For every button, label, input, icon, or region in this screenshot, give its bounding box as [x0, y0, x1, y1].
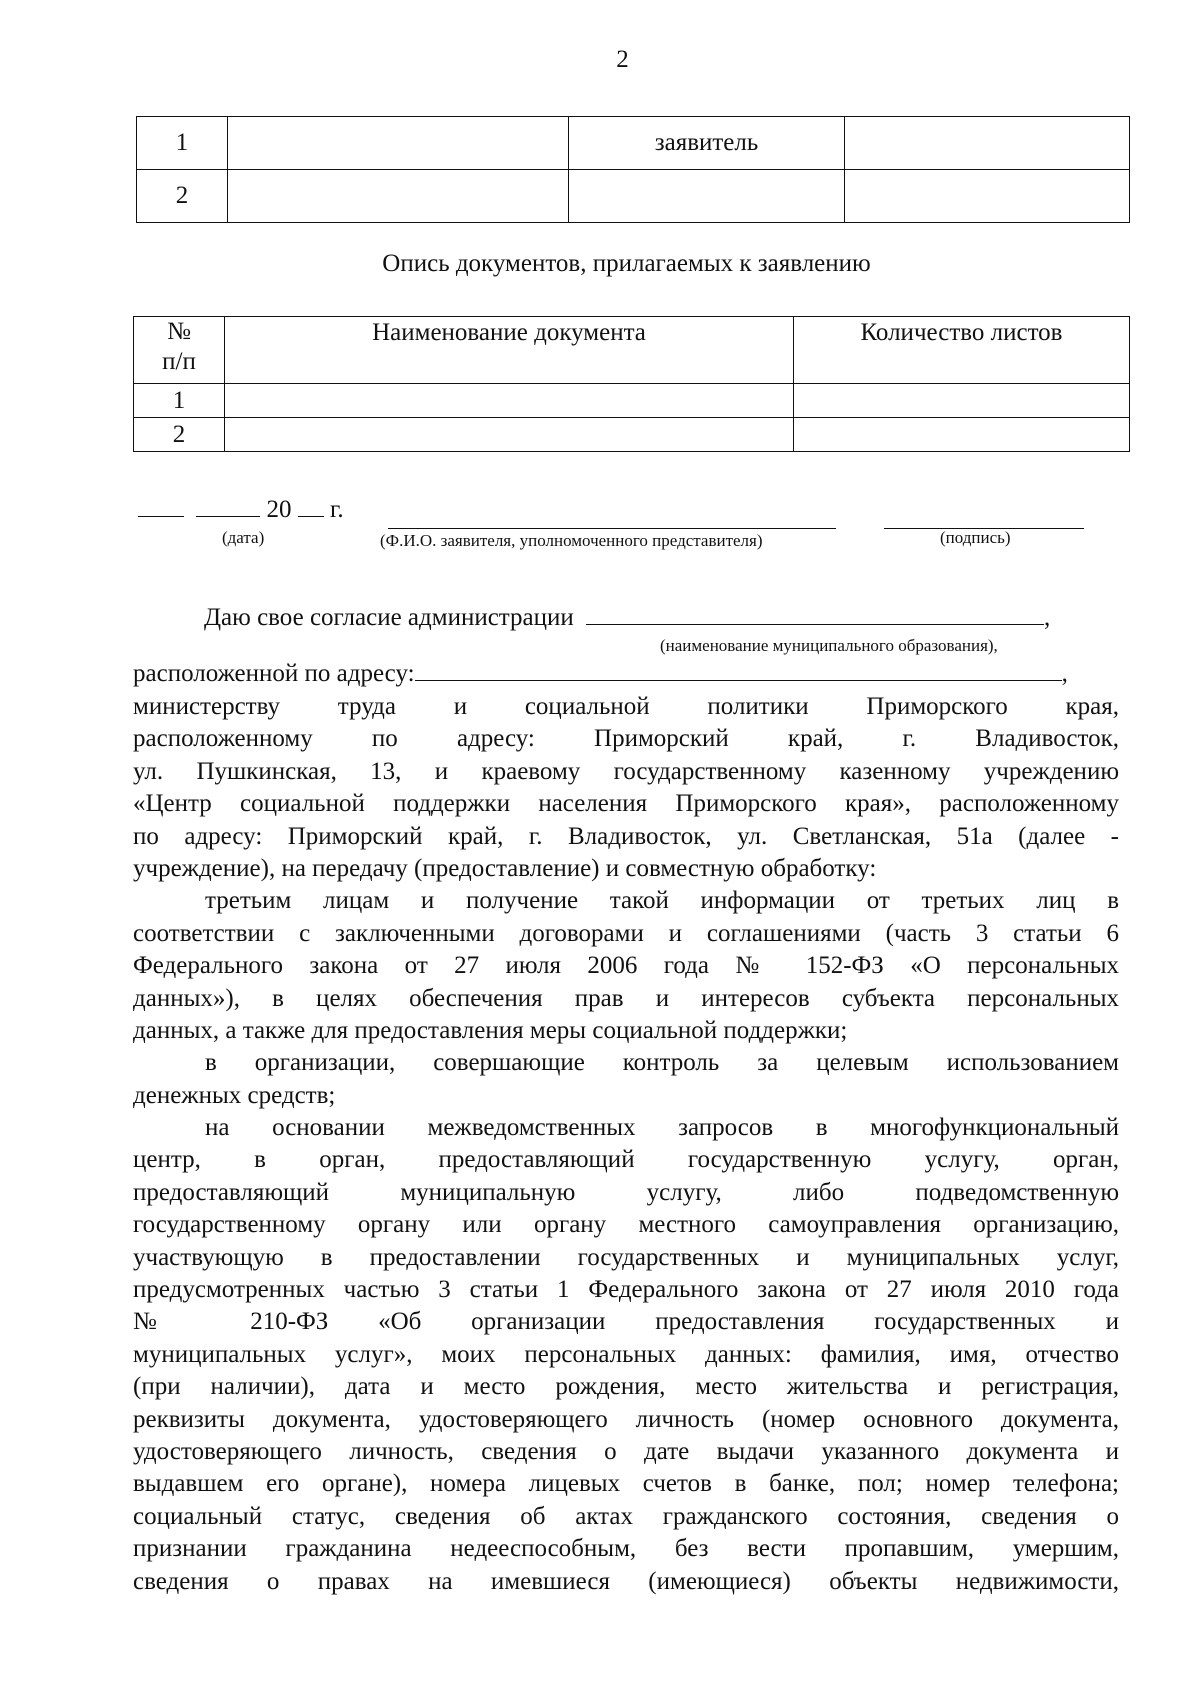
comma: , — [1044, 604, 1051, 631]
body-text-line: министерству труда и социальной политики Приморского края, — [133, 693, 1119, 720]
body-text-line: предоставляющий муниципальную услугу, либо подведомственную — [133, 1178, 1119, 1206]
body-text-line: расположенному по адресу: Приморский край, г. Владивосток, — [133, 725, 1119, 753]
body-text-line: муниципальных услуг», моих персональных данных: фамилия, имя, отчество — [133, 1340, 1119, 1368]
body-text-line: третьим лицам и получение такой информации от третьих лиц в — [205, 887, 1119, 915]
header-num-line1: № — [167, 318, 191, 345]
body-text-line: выдавшем его органе), номера лицевых счетов в банке, пол; номер телефона; — [133, 1470, 1119, 1498]
body-text-line: учреждение), на передачу (предоставление) и совместную обработку: — [133, 854, 877, 882]
table-cell[interactable] — [845, 170, 1130, 223]
signature-caption: (подпись) — [940, 528, 1011, 547]
table-row — [134, 418, 1130, 452]
body-text-line: «Центр социальной поддержки населения Приморского края», расположенному — [133, 790, 1119, 818]
body-text-line: удостоверяющего личность, сведения о дате выдачи указанного документа и — [133, 1437, 1119, 1465]
consent-line-1 — [204, 602, 1050, 634]
year-prefix: 20 — [266, 496, 292, 523]
body-text-line: денежных средств; — [133, 1081, 336, 1109]
table-cell[interactable] — [228, 170, 569, 223]
consent-body — [133, 691, 1119, 1598]
table-cell-role: заявитель — [569, 117, 845, 170]
signature-line — [138, 494, 344, 524]
table-cell-num: 1 — [134, 384, 225, 418]
table-cell[interactable] — [794, 418, 1130, 452]
body-text-line: в организации, совершающие контроль за целевым использованием — [205, 1049, 1119, 1077]
header-num — [134, 317, 225, 384]
municipality-caption: (наименование муниципального образования), — [660, 636, 998, 655]
body-text-line: Федерального закона от 27 июля 2006 года № 152-ФЗ «О персональных — [133, 952, 1119, 980]
body-text-line: государственному органу или органу местного самоуправления организацию, — [133, 1211, 1119, 1239]
body-text-line: признании гражданина недееспособным, без вести пропавшим, умершим, — [133, 1535, 1119, 1563]
table-row — [137, 117, 1130, 170]
body-text-line: соответствии с заключенными договорами и соглашениями (часть 3 статьи 6 — [133, 919, 1119, 947]
body-text-line: (при наличии), дата и место рождения, место жительства и регистрация, — [133, 1373, 1119, 1401]
address-prefix: расположенной по адресу: — [133, 660, 415, 687]
body-text-line: данных»), в целях обеспечения прав и интересов субъекта персональных — [133, 984, 1119, 1012]
table-cell[interactable] — [794, 384, 1130, 418]
fio-blank[interactable] — [388, 506, 836, 529]
table-cell-role — [569, 170, 845, 223]
table-cell[interactable] — [228, 117, 569, 170]
body-text-line: данных, а также для предоставления меры социальной поддержки; — [133, 1016, 848, 1044]
date-caption: (дата) — [222, 528, 265, 547]
table-header-row — [134, 317, 1130, 384]
table-cell-num: 1 — [137, 117, 228, 170]
body-text-line: реквизиты документа, удостоверяющего личность (номер основного документа, — [133, 1405, 1119, 1433]
table-cell[interactable] — [845, 117, 1130, 170]
body-text-line: участвующую в предоставлении государственных и муниципальных услуг, — [133, 1243, 1119, 1271]
year-blank[interactable] — [298, 494, 324, 517]
month-blank[interactable] — [196, 494, 260, 517]
table-cell[interactable] — [225, 384, 794, 418]
fio-caption: (Ф.И.О. заявителя, уполномоченного представителя) — [380, 531, 763, 550]
address-blank[interactable] — [415, 658, 1062, 681]
day-blank[interactable] — [138, 494, 184, 517]
year-suffix: г. — [330, 496, 344, 523]
header-doc-name: Наименование документа — [225, 317, 794, 384]
table-cell[interactable] — [225, 418, 794, 452]
table-cell-num: 2 — [134, 418, 225, 452]
signature-blank[interactable] — [884, 506, 1084, 529]
inventory-table — [133, 316, 1130, 452]
body-text-line: центр, в орган, предоставляющий государственную услугу, орган, — [133, 1146, 1119, 1174]
table-row — [134, 384, 1130, 418]
body-text-line: предусмотренных частью 3 статьи 1 Федерального закона от 27 июля 2010 года — [133, 1276, 1119, 1304]
page-number: 2 — [616, 46, 629, 73]
body-text-line: по адресу: Приморский край, г. Владивосток, ул. Светланская, 51а (далее - — [133, 822, 1119, 850]
address-line — [133, 658, 1068, 690]
inventory-caption: Опись документов, прилагаемых к заявлению — [382, 250, 871, 277]
body-text-line: ул. Пушкинская, 13, и краевому государственному казенному учреждению — [133, 757, 1119, 785]
body-text-line: социальный статус, сведения об актах гражданского состояния, сведения о — [133, 1502, 1119, 1530]
table-cell-num: 2 — [137, 170, 228, 223]
comma: , — [1061, 660, 1068, 687]
header-num-line2: п/п — [162, 348, 196, 375]
applicant-table — [136, 116, 1130, 223]
header-sheets: Количество листов — [794, 317, 1130, 384]
body-text-line: сведения о правах на имевшиеся (имеющиеся) объекты недвижимости, — [133, 1567, 1119, 1595]
body-text-line: на основании межведомственных запросов в многофункциональный — [205, 1114, 1119, 1142]
table-row — [137, 170, 1130, 223]
municipality-blank[interactable] — [586, 602, 1044, 625]
consent-prefix: Даю свое согласие администрации — [204, 604, 574, 631]
body-text-line: № 210-ФЗ «Об организации предоставления государственных и — [133, 1308, 1119, 1336]
